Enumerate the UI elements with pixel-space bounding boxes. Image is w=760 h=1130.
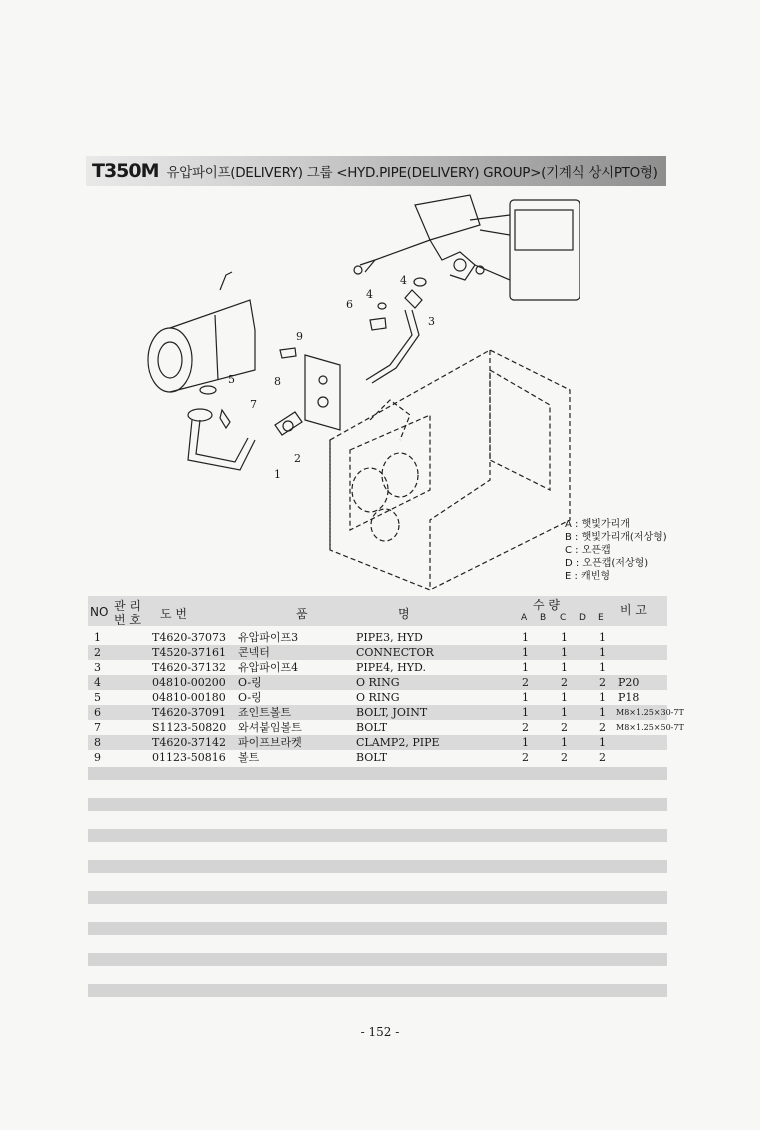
parts-table-header	[88, 596, 667, 626]
model-code: T350M	[92, 160, 159, 182]
header-qty-c: C	[560, 613, 567, 623]
page-number: - 152 -	[360, 1025, 400, 1039]
table-stripe	[88, 922, 667, 935]
header-mgmt-bottom: 번 호	[114, 613, 141, 627]
callout-8: 8	[274, 375, 281, 388]
parts-diagram	[130, 190, 580, 600]
header-name-a: 품	[296, 607, 308, 621]
table-row: 4 04810-00200 O-링 O RING 2 2 2 P20	[88, 675, 667, 690]
table-row: 9 01123-50816 볼트 BOLT 2 2 2	[94, 751, 606, 764]
table-row: 7 S1123-50820 와셔붙임볼트 BOLT 2 2 2 M8×1.25×50-7T	[94, 721, 684, 734]
table-row: 3 T4620-37132 유압파이프4 PIPE4, HYD. 1 1 1	[94, 661, 606, 674]
table-row: 1 T4620-37073 유압파이프3 PIPE3, HYD 1 1 1	[94, 631, 606, 644]
table-stripe	[88, 984, 667, 997]
callout-6: 6	[346, 298, 353, 311]
table-stripe	[88, 891, 667, 904]
legend-item: E : 캐빈형	[565, 571, 611, 582]
table-stripe	[88, 767, 667, 780]
callout-2: 2	[294, 452, 301, 465]
header-mgmt-top: 관 리	[114, 599, 141, 613]
header-qty-a: A	[521, 613, 528, 623]
header-qty: 수 량	[533, 598, 560, 612]
table-stripe	[88, 953, 667, 966]
header-remarks: 비 고	[620, 603, 647, 617]
header-qty-b: B	[540, 613, 547, 623]
legend	[565, 518, 667, 583]
table-stripe	[88, 860, 667, 873]
callout-5: 5	[228, 373, 235, 386]
callout-4a: 4	[366, 288, 373, 301]
table-row: 2 T4520-37161 콘넥터 CONNECTOR 1 1 1	[88, 645, 667, 660]
section-title-bar	[86, 156, 666, 186]
header-qty-d: D	[579, 613, 586, 623]
header-qty-e: E	[598, 613, 604, 623]
legend-item: B : 햇빛가리개(저상형)	[565, 532, 667, 543]
table-stripe	[88, 829, 667, 842]
legend-item: D : 오픈캡(저상형)	[565, 558, 649, 569]
callout-9: 9	[296, 330, 303, 343]
callout-4b: 4	[400, 274, 407, 287]
legend-item: A : 햇빛가리개	[565, 519, 630, 530]
table-stripe	[88, 798, 667, 811]
table-row: 6 T4620-37091 죠인트볼트 BOLT, JOINT 1 1 1 M8×1.25×30-7T	[88, 705, 667, 720]
section-title: 유압파이프(DELIVERY) 그룹 <HYD.PIPE(DELIVERY) GROUP>(기계식 상시PTO형)	[166, 165, 658, 181]
callout-7: 7	[250, 398, 257, 411]
header-name-b: 명	[398, 607, 410, 621]
legend-item: C : 오픈캡	[565, 545, 611, 556]
header-drawing-no: 도 번	[160, 607, 187, 621]
table-row: 5 04810-00180 O-링 O RING 1 1 1 P18	[94, 691, 640, 704]
callout-1: 1	[274, 468, 281, 481]
callout-3: 3	[428, 315, 435, 328]
header-no: NO	[90, 605, 109, 619]
table-row: 8 T4620-37142 파이프브라켓 CLAMP2, PIPE 1 1 1	[88, 735, 667, 750]
